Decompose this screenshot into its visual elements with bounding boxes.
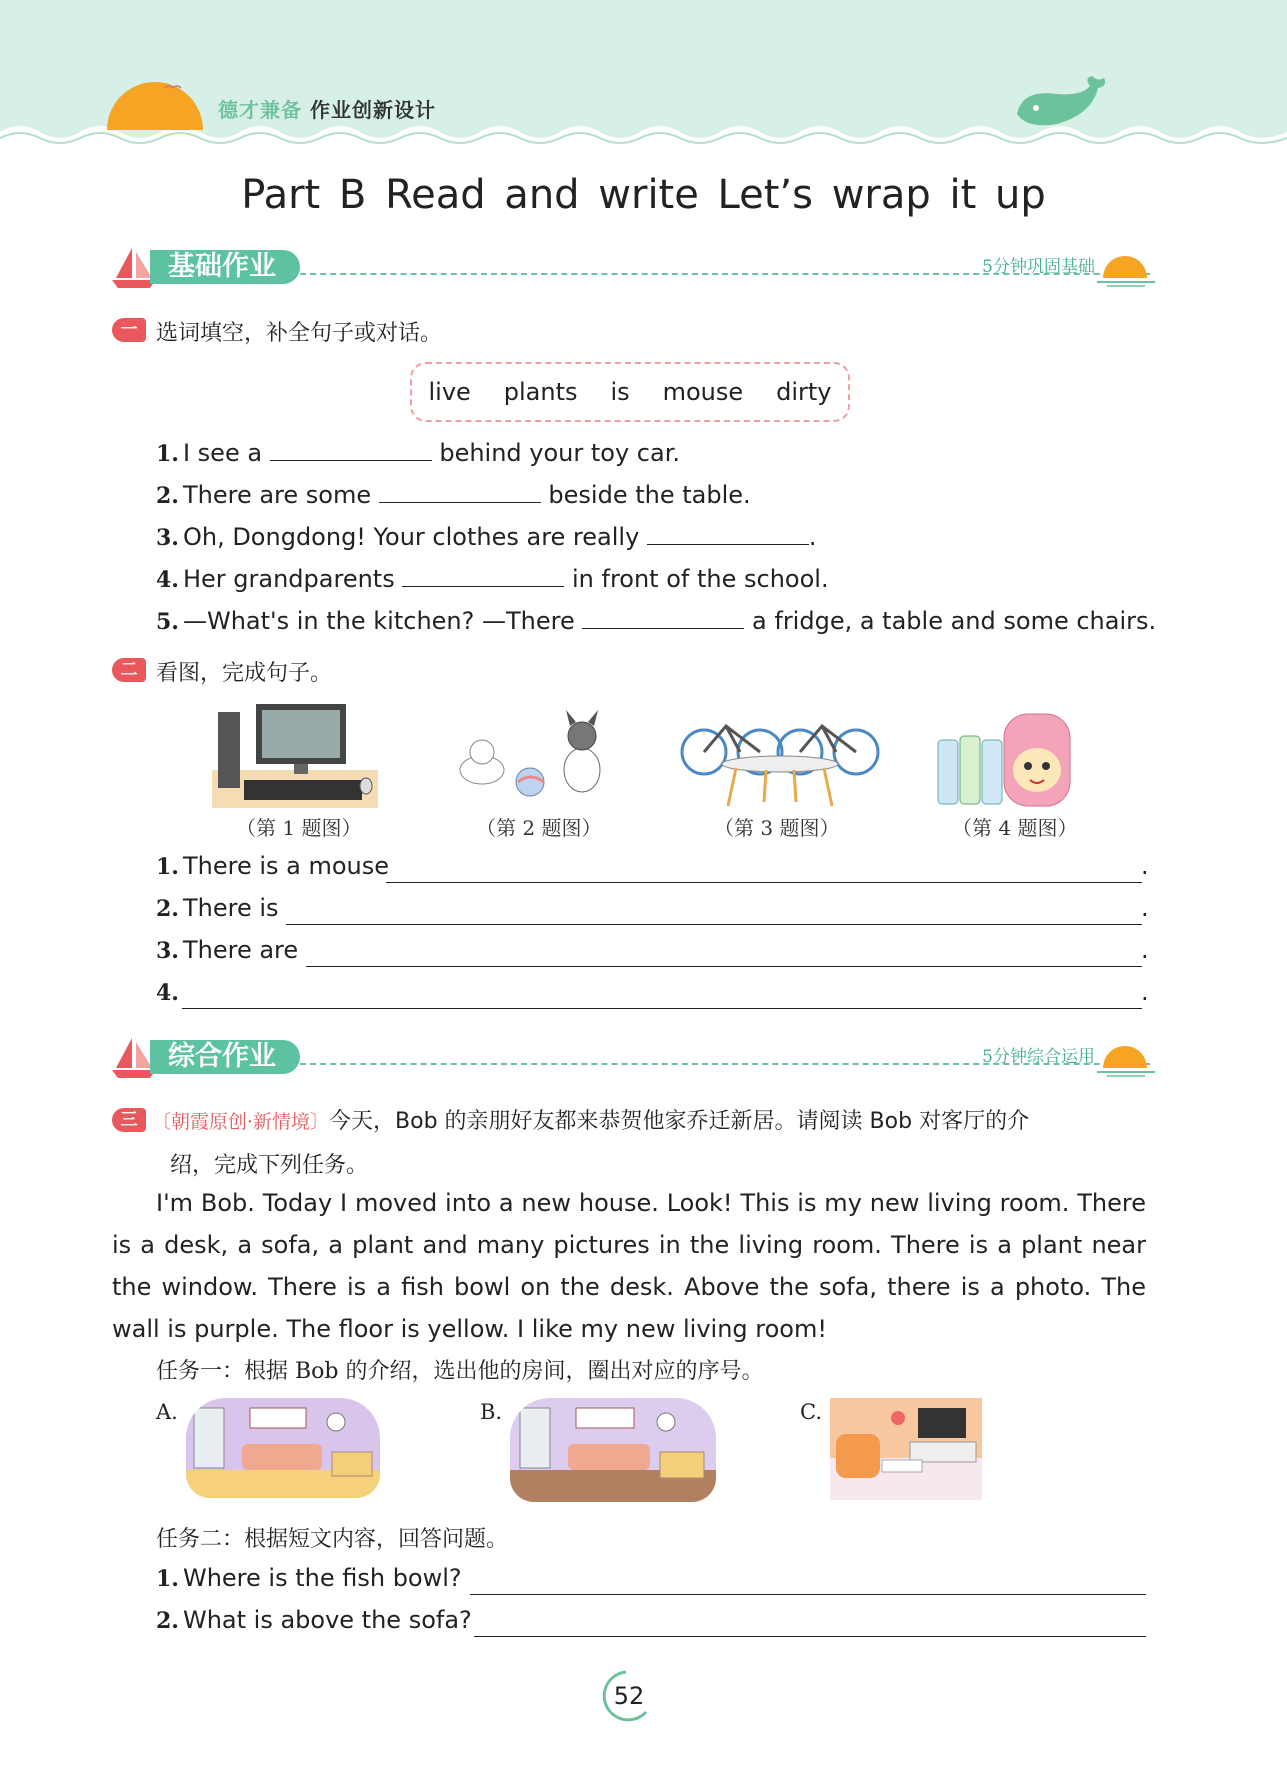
brand-title (218, 94, 436, 123)
item-text: There is a mouse (182, 852, 390, 880)
item-number: 1. (156, 441, 179, 467)
option-label-b[interactable]: B. (480, 1400, 503, 1424)
question-badge-3: 三 (112, 1108, 146, 1132)
item-text: a fridge, a table and some chairs. (752, 607, 1157, 635)
item-number: 3. (156, 525, 179, 551)
bikes-table-picture (676, 706, 882, 812)
reading-passage: I'm Bob. Today I moved into a new house. Look! This is my new living room. There is a desk, a sofa, a plant and many pictures in the living room. There is a plant near the window. There is a fish bowl on the desk. Above the sofa, there is a photo. The wall is purple. The floor is yellow. I like my new living room! (112, 1189, 1146, 1343)
item-number: 2. (156, 896, 179, 922)
word-bank-item: plants (503, 378, 578, 406)
q1-item-4 (156, 562, 829, 593)
computer-picture (212, 700, 378, 808)
q2-item-3 (156, 936, 298, 964)
answer-line[interactable] (386, 880, 1142, 883)
item-number: 1. (156, 854, 179, 880)
brand-dark-text: 作业创新设计 (309, 98, 436, 122)
q1-item-5 (156, 604, 1156, 635)
small-sun-icon (1097, 1036, 1155, 1078)
q3-instruction-line2: 绍，完成下列任务。 (170, 1153, 369, 1178)
section-comprehensive-bar (110, 1034, 1155, 1082)
room-picture-c (830, 1398, 982, 1500)
page-title: Part B Read and write Let’s wrap it up (241, 172, 1046, 218)
q3-instruction (152, 1104, 1146, 1135)
q3-tag: 〔朝霞原创·新情境〕 (152, 1111, 330, 1133)
item-text: in front of the school. (571, 565, 829, 593)
fill-blank[interactable] (582, 604, 744, 629)
brand-green-text: 德才兼备 (218, 98, 302, 122)
answer-line[interactable] (306, 964, 1142, 967)
section-comprehensive-note: 5分钟综合运用 (982, 1047, 1095, 1067)
q3-question-2 (156, 1606, 472, 1634)
q2-instruction: 看图，完成句子。 (156, 661, 333, 686)
fill-blank[interactable] (270, 436, 432, 461)
item-text: Oh, Dongdong! Your clothes are really (182, 523, 640, 551)
picture-caption-1: （第 1 题图） (236, 816, 362, 840)
q1-item-3 (156, 520, 817, 551)
section-basic-note: 5分钟巩固基础 (982, 257, 1095, 277)
period: . (1141, 978, 1149, 1006)
bottles-bag-picture (934, 700, 1074, 808)
fill-blank[interactable] (647, 520, 809, 545)
period: . (1141, 852, 1149, 880)
item-text: I see a (182, 439, 263, 467)
option-label-a[interactable]: A. (156, 1400, 178, 1424)
section-basic-bar (110, 244, 1155, 292)
answer-line[interactable] (182, 1006, 1142, 1009)
word-bank-item: is (610, 378, 630, 406)
item-number: 2. (156, 1608, 179, 1634)
item-text: There are (182, 936, 299, 964)
fill-blank[interactable] (402, 562, 564, 587)
page-number: 52 (613, 1682, 645, 1710)
sun-icon (105, 78, 205, 130)
task-two: 任务二：根据短文内容，回答问题。 (156, 1527, 509, 1552)
picture-caption-4: （第 4 题图） (952, 816, 1078, 840)
q1-item-2 (156, 478, 751, 509)
item-text: . (808, 523, 817, 551)
item-number: 4. (156, 567, 179, 593)
word-bank-item: dirty (776, 378, 832, 406)
whale-icon (1012, 74, 1112, 134)
word-bank (410, 362, 850, 422)
answer-line[interactable] (474, 1634, 1146, 1637)
item-text: There are some (182, 481, 372, 509)
item-text: There is (182, 894, 279, 922)
option-label-c[interactable]: C. (800, 1400, 822, 1424)
task-one: 任务一：根据 Bob 的介绍，选出他的房间，圈出对应的序号。 (156, 1359, 764, 1384)
picture-caption-2: （第 2 题图） (476, 816, 602, 840)
question-badge-2: 二 (112, 658, 146, 682)
room-picture-a (186, 1398, 380, 1498)
word-bank-item: mouse (662, 378, 744, 406)
q3-instruction-text: 今天，Bob 的亲朋好友都来恭贺他家乔迁新居。请阅读 Bob 对客厅的介 (329, 1109, 1030, 1134)
period: . (1141, 894, 1149, 922)
item-number: 4. (156, 980, 179, 1006)
cat-dog-ball-picture (452, 706, 612, 802)
item-number: 2. (156, 483, 179, 509)
item-text: What is above the sofa? (182, 1606, 472, 1634)
item-number: 3. (156, 938, 179, 964)
section-comprehensive-label: 综合作业 (150, 1040, 300, 1074)
item-text: behind your toy car. (439, 439, 680, 467)
item-text: Where is the fish bowl? (182, 1564, 462, 1592)
q2-item-4 (156, 978, 183, 1006)
q2-item-2 (156, 894, 279, 922)
section-basic-label: 基础作业 (150, 250, 300, 284)
item-text: Her grandparents (182, 565, 395, 593)
item-text: —What's in the kitchen? —There (182, 607, 575, 635)
item-number: 1. (156, 1566, 179, 1592)
period: . (1141, 936, 1149, 964)
small-sun-icon (1097, 246, 1155, 288)
answer-line[interactable] (286, 922, 1142, 925)
q2-item-1 (156, 852, 389, 880)
item-number: 5. (156, 609, 179, 635)
q1-instruction: 选词填空，补全句子或对话。 (156, 321, 443, 346)
fill-blank[interactable] (379, 478, 541, 503)
picture-caption-3: （第 3 题图） (714, 816, 840, 840)
question-badge-1: 一 (112, 318, 146, 342)
q1-item-1 (156, 436, 680, 467)
q3-question-1 (156, 1564, 462, 1592)
item-text: beside the table. (548, 481, 751, 509)
word-bank-item: live (428, 378, 471, 406)
answer-line[interactable] (470, 1592, 1146, 1595)
room-picture-b (510, 1398, 716, 1502)
